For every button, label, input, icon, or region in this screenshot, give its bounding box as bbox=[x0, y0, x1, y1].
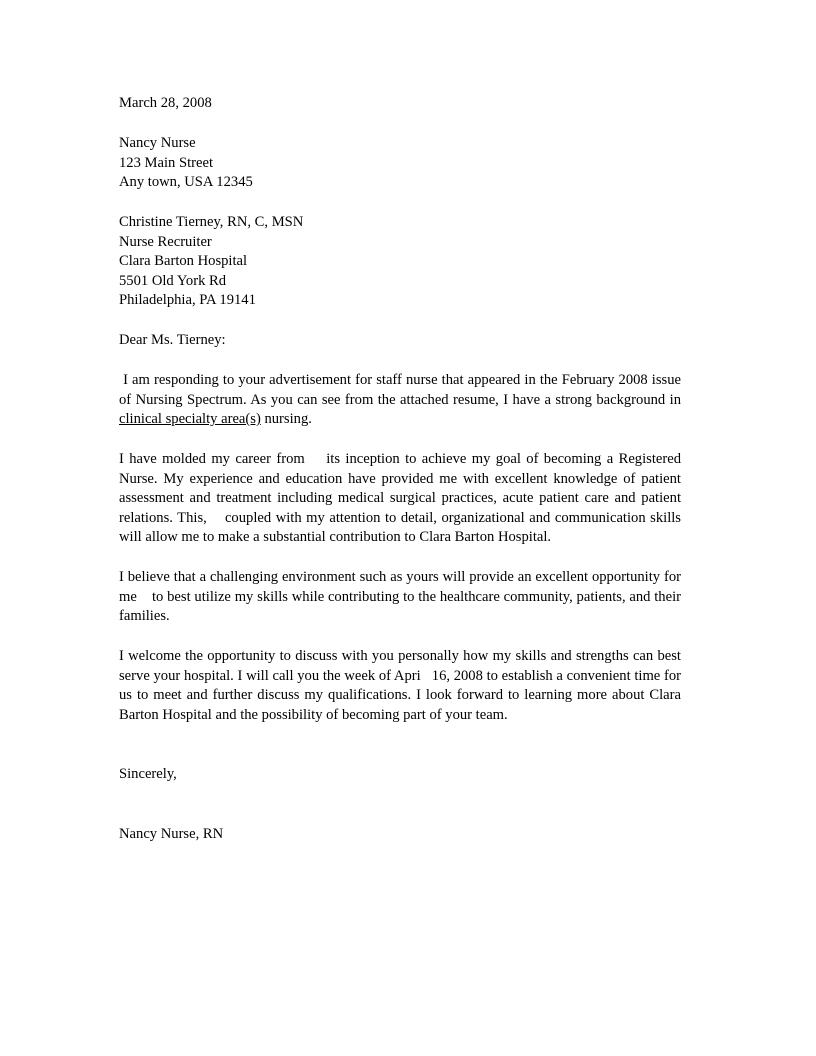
recipient-organization: Clara Barton Hospital bbox=[119, 253, 248, 269]
signature bbox=[119, 825, 681, 845]
recipient-city: Philadelphia, PA 19141 bbox=[119, 292, 256, 308]
recipient-address bbox=[119, 213, 681, 311]
signature-text: Nancy Nurse, RN bbox=[119, 825, 224, 842]
paragraph-1-text-end: nursing. bbox=[260, 411, 312, 427]
body-paragraph-1 bbox=[119, 371, 689, 430]
closing bbox=[119, 765, 681, 785]
date-text: March 28, 2008 bbox=[119, 95, 212, 111]
sender-address bbox=[119, 134, 681, 193]
paragraph-1-text: I am responding to your advertisement for staff nurse that appeared in the February 2008 issue of Nursing Spectrum. As you can see from the attached resume, I have a strong background in bbox=[119, 372, 689, 408]
sender-street: 123 Main Street bbox=[119, 154, 214, 171]
salutation-text: Dear Ms. Tierney: bbox=[119, 332, 226, 348]
body-paragraph-4: I welcome the opportunity to discuss with you personally how my skills and strengths can best serve your hospital. I will call you the week of Apri 16, 2008 to establish a convenient time for us to meet and further discuss my qualifications. I look forward to learning more about Clara Barton Hospital and the possibility of becoming part of your team. bbox=[119, 648, 685, 723]
specialty-link[interactable]: clinical specialty area(s) bbox=[119, 411, 261, 427]
body-paragraph-2: I have molded my career from its inception to achieve my goal of becoming a Registered Nurse. My experience and education have provided me with excellent knowledge of patient assessment and treatment including medical surgical practices, acute patient care and patient relations. This, coupled with my attention to detail, organizational and communication skills will allow me to make a substantial contribution to Clara Barton Hospital. bbox=[119, 451, 685, 545]
body-paragraph-3: I believe that a challenging environment such as yours will provide an excellent opportunity for me to best utilize my skills while contributing to the healthcare community, patients, and their families. bbox=[119, 569, 685, 624]
recipient-name: Christine Tierney, RN, C, MSN bbox=[119, 214, 304, 230]
recipient-street: 5501 Old York Rd bbox=[119, 272, 227, 289]
salutation bbox=[119, 331, 681, 351]
cover-letter bbox=[119, 94, 689, 844]
letter-date bbox=[119, 94, 681, 114]
sender-name: Nancy Nurse bbox=[119, 135, 196, 151]
sender-city: Any town, USA 12345 bbox=[119, 174, 253, 190]
recipient-title: Nurse Recruiter bbox=[119, 233, 212, 250]
closing-text: Sincerely, bbox=[119, 766, 177, 782]
